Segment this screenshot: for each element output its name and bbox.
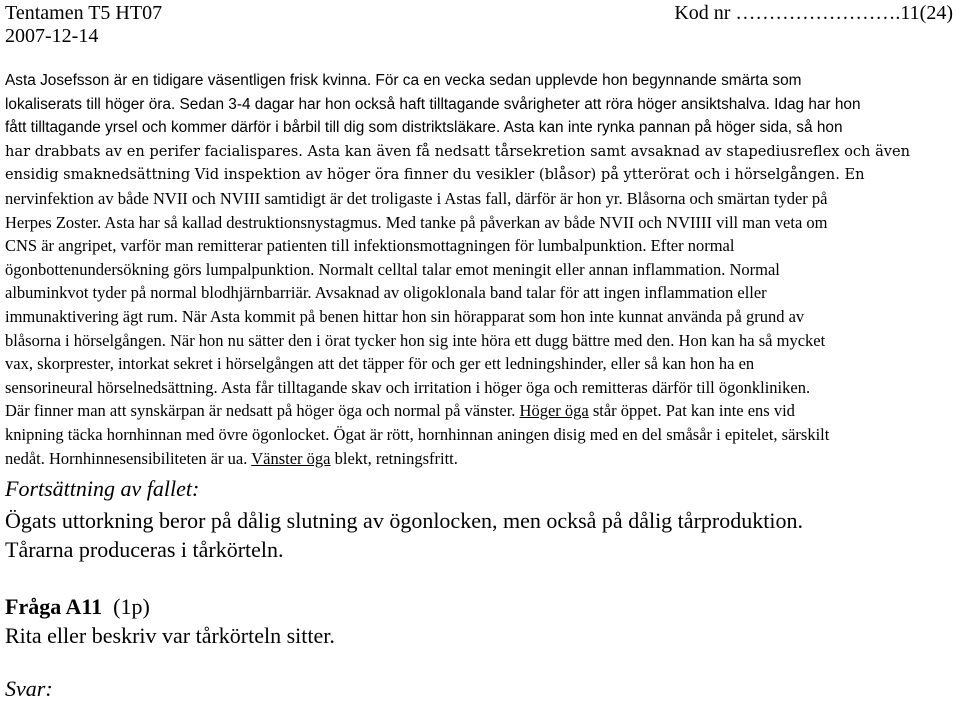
case-line <box>5 329 955 353</box>
question-points: (1p) <box>113 594 150 619</box>
question-label: Fråga A11 <box>5 594 103 619</box>
case-text-segment: Herpes Zoster. Asta har så kallad destruktionsnystagmus. Med tanke på påverkan av både NVII och NVIIII vill man veta om <box>5 212 828 232</box>
case-text-segment: sensorineural hörselnedsättning. Asta får tilltagande skav och irritation i höger öga och remitteras därför till ögonkliniken. <box>5 377 811 397</box>
case-text-segment: lokaliserats till höger öra. Sedan 3-4 dagar har hon också haft tilltagande svårigheter att röra höger ansiktshalva. Idag har hon <box>5 95 861 113</box>
exam-title: Tentamen T5 HT07 <box>5 2 163 24</box>
case-text-segment: har drabbats av en perifer facialispares. Asta kan även få nedsatt tårsekretion samt avsaknad av stapediusreflex och även <box>5 142 911 160</box>
case-line <box>5 258 955 282</box>
case-text-segment: Där finner man att synskärpan är nedsatt på höger öga och normal på vänster. <box>5 401 520 421</box>
continuation-title: Fortsättning av fallet: <box>5 476 200 501</box>
case-text-segment: blekt, retningsfritt. <box>330 448 458 468</box>
case-line <box>5 281 955 305</box>
page-header <box>5 2 953 48</box>
case-text-segment: nervinfektion av både NVII och NVIII samtidigt är det troligaste i Astas fall, därför är hon yr. Blåsorna och smärtan tyder på <box>5 188 828 208</box>
case-line <box>5 234 955 258</box>
continuation-text <box>5 506 803 564</box>
case-line <box>5 305 955 329</box>
case-text-segment: albuminkvot tyder på normal blodhjärnbarriär. Avsaknad av oligoklonala band talar för att ingen inflammation eller <box>5 283 767 303</box>
exam-date: 2007-12-14 <box>5 25 99 47</box>
question-heading <box>5 592 335 621</box>
question-text: Rita eller beskriv var tårkörteln sitter. <box>5 623 335 648</box>
case-line <box>5 69 955 93</box>
case-line <box>5 376 955 400</box>
case-line <box>5 140 955 164</box>
question-block <box>5 592 335 650</box>
case-line <box>5 93 955 117</box>
case-line <box>5 211 955 235</box>
case-line <box>5 187 955 211</box>
case-text-segment: fått tilltagande yrsel och kommer därför i bårbil till dig som distriktsläkare. Asta kan inte rynka pannan på höger sida, så hon <box>5 119 843 137</box>
case-text-segment: nedåt. Hornhinnesensibiliteten är ua. <box>5 448 252 468</box>
code-and-page <box>674 2 953 25</box>
case-text-segment: Asta Josefsson är en tidigare väsentligen frisk kvinna. För ca en vecka sedan upplevde hon begynnande smärta som <box>5 72 802 89</box>
case-line <box>5 447 955 471</box>
case-text-segment: vax, skorprester, intorkat sekret i hörselgången att det täpper för och ger ett ledningshinder, eller så kan hon ha en <box>5 354 755 374</box>
continuation-line: Tårarna produceras i tårkörteln. <box>5 537 284 562</box>
case-line <box>5 352 955 376</box>
page-number: 11(24) <box>900 2 953 24</box>
case-text-segment: blåsorna i hörselgången. När hon nu sätter den i örat tycker hon sig inte höra ett dugg bättre med den. Hon kan ha så mycket <box>5 330 826 350</box>
case-text-segment: knipning täcka hornhinnan med övre ögonlocket. Ögat är rött, hornhinnan aningen disig med en del småsår i epitelet, särskilt <box>5 424 830 444</box>
case-line <box>5 399 955 423</box>
case-line <box>5 163 955 187</box>
case-text-segment: immunaktivering ägt rum. När Asta kommit på benen hittar hon sin hörapparat som hon inte kunnat använda på grund av <box>5 306 805 326</box>
underlined-text: Höger öga <box>519 401 589 421</box>
case-line <box>5 116 955 140</box>
continuation-line: Ögats uttorkning beror på dålig slutning av ögonlocken, men också på dålig tårproduktion. <box>5 508 803 533</box>
case-text-segment: står öppet. Pat kan inte ens vid <box>588 401 795 421</box>
underlined-text: Vänster öga <box>251 448 331 468</box>
case-text <box>5 69 955 470</box>
answer-label: Svar: <box>5 676 53 701</box>
case-text-segment: CNS är angripet, varför man remitterar patienten till infektionsmottagningen för lumbalpunktion. Efter normal <box>5 236 735 256</box>
case-text-segment: ögonbottenundersökning görs lumpalpunktion. Normalt celltal talar emot meningit eller annan inflammation. Normal <box>5 259 780 279</box>
code-label: Kod nr ……………………. <box>674 2 901 24</box>
case-line <box>5 423 955 447</box>
case-text-segment: ensidig smaknedsättning Vid inspektion av höger öra finner du vesikler (blåsor) på ytterörat och i hörselgången. En <box>5 166 865 184</box>
